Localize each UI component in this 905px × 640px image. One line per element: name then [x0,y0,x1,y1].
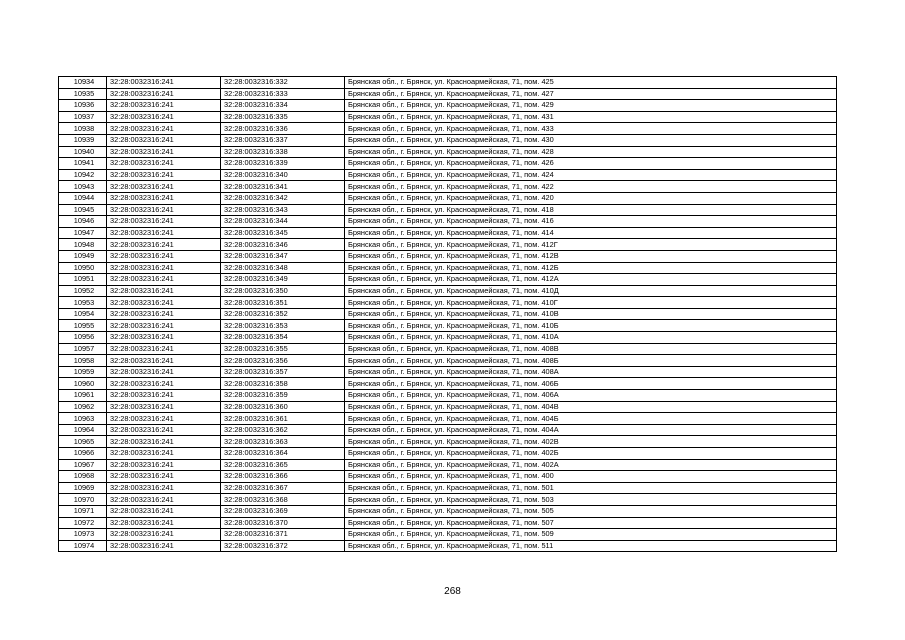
table-row [59,494,837,506]
address-cell: Брянская обл., г. Брянск, ул. Красноармейская, 71, пом. 418 [345,204,837,216]
quarter-number-cell: 32:28:0032316:241 [107,413,221,425]
quarter-number-cell: 32:28:0032316:241 [107,424,221,436]
quarter-number-cell: 32:28:0032316:241 [107,471,221,483]
address-cell: Брянская обл., г. Брянск, ул. Красноармейская, 71, пом. 425 [345,77,837,89]
address-cell: Брянская обл., г. Брянск, ул. Красноармейская, 71, пом. 429 [345,100,837,112]
cadastral-number-cell: 32:28:0032316:352 [221,308,345,320]
address-cell: Брянская обл., г. Брянск, ул. Красноармейская, 71, пом. 410А [345,332,837,344]
table-row [59,540,837,552]
table-row [59,192,837,204]
row-number-cell: 10956 [59,332,107,344]
row-number-cell: 10948 [59,239,107,251]
table-row [59,204,837,216]
cadastral-number-cell: 32:28:0032316:333 [221,88,345,100]
row-number-cell: 10959 [59,366,107,378]
row-number-cell: 10955 [59,320,107,332]
quarter-number-cell: 32:28:0032316:241 [107,366,221,378]
address-cell: Брянская обл., г. Брянск, ул. Красноармейская, 71, пом. 424 [345,169,837,181]
cadastral-number-cell: 32:28:0032316:365 [221,459,345,471]
quarter-number-cell: 32:28:0032316:241 [107,169,221,181]
table-row [59,111,837,123]
cadastral-number-cell: 32:28:0032316:344 [221,216,345,228]
row-number-cell: 10938 [59,123,107,135]
address-cell: Брянская обл., г. Брянск, ул. Красноармейская, 71, пом. 420 [345,192,837,204]
address-cell: Брянская обл., г. Брянск, ул. Красноармейская, 71, пом. 507 [345,517,837,529]
quarter-number-cell: 32:28:0032316:241 [107,517,221,529]
cadastral-number-cell: 32:28:0032316:367 [221,482,345,494]
cadastral-number-cell: 32:28:0032316:345 [221,227,345,239]
cadastral-number-cell: 32:28:0032316:355 [221,343,345,355]
table-row [59,355,837,367]
address-cell: Брянская обл., г. Брянск, ул. Красноармейская, 71, пом. 416 [345,216,837,228]
table-row [59,320,837,332]
cadastral-number-cell: 32:28:0032316:362 [221,424,345,436]
quarter-number-cell: 32:28:0032316:241 [107,111,221,123]
row-number-cell: 10962 [59,401,107,413]
quarter-number-cell: 32:28:0032316:241 [107,123,221,135]
registry-table [58,76,837,552]
row-number-cell: 10967 [59,459,107,471]
address-cell: Брянская обл., г. Брянск, ул. Красноармейская, 71, пом. 503 [345,494,837,506]
table-row [59,274,837,286]
table-row [59,88,837,100]
quarter-number-cell: 32:28:0032316:241 [107,274,221,286]
address-cell: Брянская обл., г. Брянск, ул. Красноармейская, 71, пом. 404В [345,401,837,413]
cadastral-number-cell: 32:28:0032316:347 [221,250,345,262]
address-cell: Брянская обл., г. Брянск, ул. Красноармейская, 71, пом. 400 [345,471,837,483]
address-cell: Брянская обл., г. Брянск, ул. Красноармейская, 71, пом. 428 [345,146,837,158]
address-cell: Брянская обл., г. Брянск, ул. Красноармейская, 71, пом. 422 [345,181,837,193]
row-number-cell: 10952 [59,285,107,297]
cadastral-number-cell: 32:28:0032316:360 [221,401,345,413]
cadastral-number-cell: 32:28:0032316:348 [221,262,345,274]
row-number-cell: 10957 [59,343,107,355]
quarter-number-cell: 32:28:0032316:241 [107,297,221,309]
table-row [59,181,837,193]
row-number-cell: 10953 [59,297,107,309]
row-number-cell: 10945 [59,204,107,216]
quarter-number-cell: 32:28:0032316:241 [107,320,221,332]
quarter-number-cell: 32:28:0032316:241 [107,146,221,158]
table-row [59,285,837,297]
table-row [59,436,837,448]
quarter-number-cell: 32:28:0032316:241 [107,181,221,193]
table-row [59,227,837,239]
address-cell: Брянская обл., г. Брянск, ул. Красноармейская, 71, пом. 408Б [345,355,837,367]
table-row [59,424,837,436]
quarter-number-cell: 32:28:0032316:241 [107,250,221,262]
row-number-cell: 10947 [59,227,107,239]
row-number-cell: 10936 [59,100,107,112]
quarter-number-cell: 32:28:0032316:241 [107,448,221,460]
cadastral-number-cell: 32:28:0032316:338 [221,146,345,158]
address-cell: Брянская обл., г. Брянск, ул. Красноармейская, 71, пом. 410Г [345,297,837,309]
table-row [59,378,837,390]
row-number-cell: 10946 [59,216,107,228]
cadastral-number-cell: 32:28:0032316:364 [221,448,345,460]
table-row [59,332,837,344]
table-row [59,262,837,274]
row-number-cell: 10944 [59,192,107,204]
table-row [59,216,837,228]
cadastral-number-cell: 32:28:0032316:343 [221,204,345,216]
table-row [59,100,837,112]
address-cell: Брянская обл., г. Брянск, ул. Красноармейская, 71, пом. 402В [345,436,837,448]
cadastral-number-cell: 32:28:0032316:339 [221,158,345,170]
table-row [59,517,837,529]
row-number-cell: 10939 [59,134,107,146]
address-cell: Брянская обл., г. Брянск, ул. Красноармейская, 71, пом. 412В [345,250,837,262]
address-cell: Брянская обл., г. Брянск, ул. Красноармейская, 71, пом. 412А [345,274,837,286]
row-number-cell: 10972 [59,517,107,529]
quarter-number-cell: 32:28:0032316:241 [107,77,221,89]
table-row [59,77,837,89]
cadastral-number-cell: 32:28:0032316:337 [221,134,345,146]
table-row [59,134,837,146]
cadastral-number-cell: 32:28:0032316:342 [221,192,345,204]
page-number: 268 [444,586,461,597]
row-number-cell: 10934 [59,77,107,89]
cadastral-number-cell: 32:28:0032316:350 [221,285,345,297]
row-number-cell: 10935 [59,88,107,100]
address-cell: Брянская обл., г. Брянск, ул. Красноармейская, 71, пом. 509 [345,529,837,541]
quarter-number-cell: 32:28:0032316:241 [107,88,221,100]
row-number-cell: 10950 [59,262,107,274]
quarter-number-cell: 32:28:0032316:241 [107,158,221,170]
cadastral-number-cell: 32:28:0032316:340 [221,169,345,181]
table-row [59,343,837,355]
row-number-cell: 10961 [59,390,107,402]
address-cell: Брянская обл., г. Брянск, ул. Красноармейская, 71, пом. 511 [345,540,837,552]
quarter-number-cell: 32:28:0032316:241 [107,192,221,204]
row-number-cell: 10937 [59,111,107,123]
row-number-cell: 10942 [59,169,107,181]
table-row [59,308,837,320]
cadastral-number-cell: 32:28:0032316:349 [221,274,345,286]
quarter-number-cell: 32:28:0032316:241 [107,343,221,355]
row-number-cell: 10966 [59,448,107,460]
row-number-cell: 10941 [59,158,107,170]
cadastral-number-cell: 32:28:0032316:351 [221,297,345,309]
row-number-cell: 10974 [59,540,107,552]
table-row [59,459,837,471]
cadastral-number-cell: 32:28:0032316:346 [221,239,345,251]
quarter-number-cell: 32:28:0032316:241 [107,308,221,320]
table-row [59,448,837,460]
quarter-number-cell: 32:28:0032316:241 [107,227,221,239]
registry-table-body [59,77,837,552]
row-number-cell: 10965 [59,436,107,448]
address-cell: Брянская обл., г. Брянск, ул. Красноармейская, 71, пом. 406Б [345,378,837,390]
cadastral-number-cell: 32:28:0032316:366 [221,471,345,483]
address-cell: Брянская обл., г. Брянск, ул. Красноармейская, 71, пом. 505 [345,505,837,517]
table-row [59,169,837,181]
table-row [59,146,837,158]
address-cell: Брянская обл., г. Брянск, ул. Красноармейская, 71, пом. 433 [345,123,837,135]
quarter-number-cell: 32:28:0032316:241 [107,216,221,228]
cadastral-number-cell: 32:28:0032316:332 [221,77,345,89]
cadastral-number-cell: 32:28:0032316:371 [221,529,345,541]
table-row [59,529,837,541]
address-cell: Брянская обл., г. Брянск, ул. Красноармейская, 71, пом. 402А [345,459,837,471]
address-cell: Брянская обл., г. Брянск, ул. Красноармейская, 71, пом. 410Д [345,285,837,297]
quarter-number-cell: 32:28:0032316:241 [107,529,221,541]
row-number-cell: 10968 [59,471,107,483]
table-row [59,482,837,494]
address-cell: Брянская обл., г. Брянск, ул. Красноармейская, 71, пом. 501 [345,482,837,494]
address-cell: Брянская обл., г. Брянск, ул. Красноармейская, 71, пом. 410В [345,308,837,320]
row-number-cell: 10958 [59,355,107,367]
cadastral-number-cell: 32:28:0032316:372 [221,540,345,552]
row-number-cell: 10951 [59,274,107,286]
cadastral-number-cell: 32:28:0032316:369 [221,505,345,517]
cadastral-number-cell: 32:28:0032316:368 [221,494,345,506]
address-cell: Брянская обл., г. Брянск, ул. Красноармейская, 71, пом. 412Б [345,262,837,274]
quarter-number-cell: 32:28:0032316:241 [107,390,221,402]
table-row [59,297,837,309]
table-row [59,471,837,483]
quarter-number-cell: 32:28:0032316:241 [107,540,221,552]
cadastral-number-cell: 32:28:0032316:357 [221,366,345,378]
row-number-cell: 10973 [59,529,107,541]
row-number-cell: 10964 [59,424,107,436]
quarter-number-cell: 32:28:0032316:241 [107,204,221,216]
table-row [59,366,837,378]
table-row [59,401,837,413]
address-cell: Брянская обл., г. Брянск, ул. Красноармейская, 71, пом. 430 [345,134,837,146]
cadastral-number-cell: 32:28:0032316:370 [221,517,345,529]
quarter-number-cell: 32:28:0032316:241 [107,100,221,112]
quarter-number-cell: 32:28:0032316:241 [107,378,221,390]
row-number-cell: 10954 [59,308,107,320]
table-row [59,505,837,517]
quarter-number-cell: 32:28:0032316:241 [107,505,221,517]
quarter-number-cell: 32:28:0032316:241 [107,494,221,506]
address-cell: Брянская обл., г. Брянск, ул. Красноармейская, 71, пом. 404А [345,424,837,436]
quarter-number-cell: 32:28:0032316:241 [107,436,221,448]
cadastral-number-cell: 32:28:0032316:354 [221,332,345,344]
row-number-cell: 10969 [59,482,107,494]
table-row [59,123,837,135]
table-row [59,250,837,262]
cadastral-number-cell: 32:28:0032316:358 [221,378,345,390]
row-number-cell: 10949 [59,250,107,262]
cadastral-number-cell: 32:28:0032316:356 [221,355,345,367]
row-number-cell: 10963 [59,413,107,425]
table-row [59,413,837,425]
cadastral-number-cell: 32:28:0032316:363 [221,436,345,448]
address-cell: Брянская обл., г. Брянск, ул. Красноармейская, 71, пом. 410Б [345,320,837,332]
row-number-cell: 10940 [59,146,107,158]
cadastral-number-cell: 32:28:0032316:335 [221,111,345,123]
address-cell: Брянская обл., г. Брянск, ул. Красноармейская, 71, пом. 404Б [345,413,837,425]
address-cell: Брянская обл., г. Брянск, ул. Красноармейская, 71, пом. 426 [345,158,837,170]
address-cell: Брянская обл., г. Брянск, ул. Красноармейская, 71, пом. 406А [345,390,837,402]
cadastral-number-cell: 32:28:0032316:361 [221,413,345,425]
cadastral-number-cell: 32:28:0032316:341 [221,181,345,193]
address-cell: Брянская обл., г. Брянск, ул. Красноармейская, 71, пом. 408А [345,366,837,378]
row-number-cell: 10970 [59,494,107,506]
table-row [59,239,837,251]
address-cell: Брянская обл., г. Брянск, ул. Красноармейская, 71, пом. 427 [345,88,837,100]
quarter-number-cell: 32:28:0032316:241 [107,401,221,413]
address-cell: Брянская обл., г. Брянск, ул. Красноармейская, 71, пом. 414 [345,227,837,239]
cadastral-number-cell: 32:28:0032316:336 [221,123,345,135]
quarter-number-cell: 32:28:0032316:241 [107,355,221,367]
address-cell: Брянская обл., г. Брянск, ул. Красноармейская, 71, пом. 431 [345,111,837,123]
quarter-number-cell: 32:28:0032316:241 [107,134,221,146]
quarter-number-cell: 32:28:0032316:241 [107,459,221,471]
row-number-cell: 10960 [59,378,107,390]
quarter-number-cell: 32:28:0032316:241 [107,285,221,297]
row-number-cell: 10971 [59,505,107,517]
table-row [59,390,837,402]
address-cell: Брянская обл., г. Брянск, ул. Красноармейская, 71, пом. 402Б [345,448,837,460]
row-number-cell: 10943 [59,181,107,193]
quarter-number-cell: 32:28:0032316:241 [107,239,221,251]
table-row [59,158,837,170]
address-cell: Брянская обл., г. Брянск, ул. Красноармейская, 71, пом. 408В [345,343,837,355]
cadastral-number-cell: 32:28:0032316:353 [221,320,345,332]
quarter-number-cell: 32:28:0032316:241 [107,482,221,494]
cadastral-number-cell: 32:28:0032316:359 [221,390,345,402]
quarter-number-cell: 32:28:0032316:241 [107,332,221,344]
quarter-number-cell: 32:28:0032316:241 [107,262,221,274]
cadastral-number-cell: 32:28:0032316:334 [221,100,345,112]
address-cell: Брянская обл., г. Брянск, ул. Красноармейская, 71, пом. 412Г [345,239,837,251]
